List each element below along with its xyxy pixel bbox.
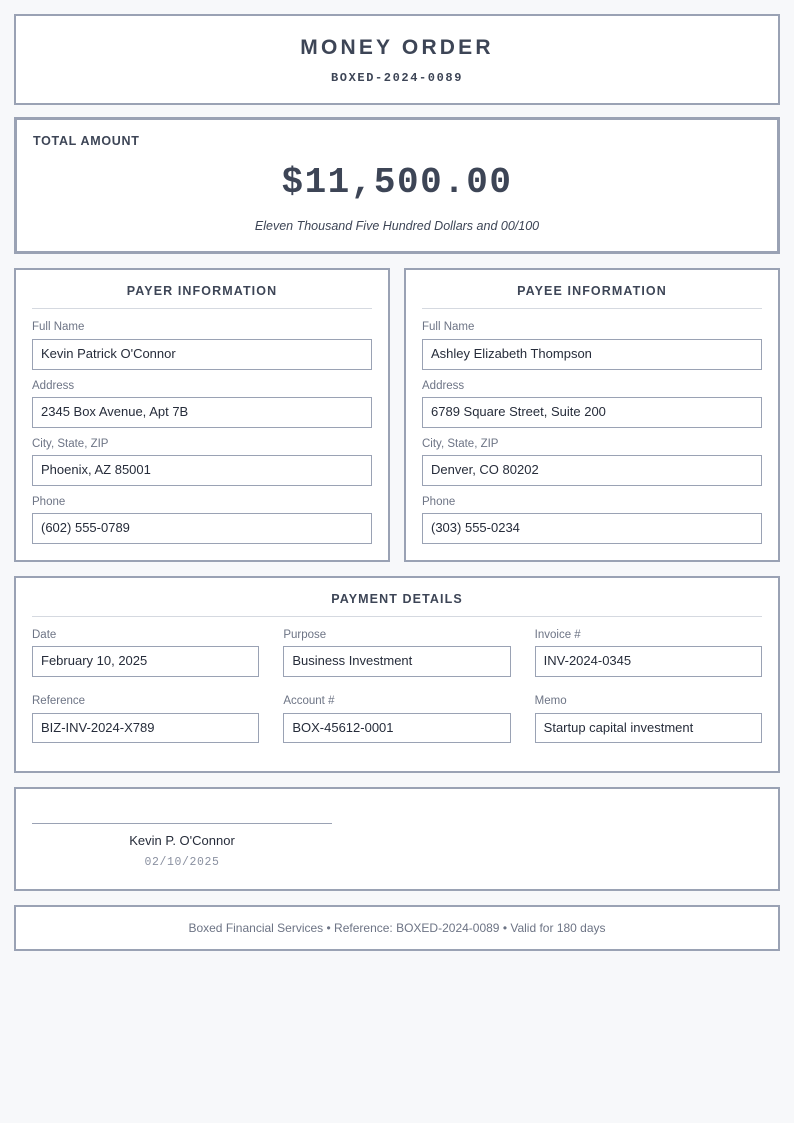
parties-row [14, 268, 780, 561]
payer-phone-input[interactable]: (602) 555-0789 [32, 513, 372, 543]
payment-field-date [32, 629, 259, 677]
payee-information-panel [404, 268, 780, 561]
total-amount-value: $11,500.00 [281, 162, 513, 204]
document-header [14, 14, 780, 105]
field-label: Full Name [32, 321, 85, 334]
payment-details-section-title: PAYMENT DETAILS [32, 592, 762, 617]
field-label: Address [422, 379, 465, 392]
payment-field-purpose [283, 629, 510, 677]
total-amount-panel [14, 117, 780, 254]
payment-date-input[interactable]: February 10, 2025 [32, 646, 259, 676]
payee-section-title: PAYEE INFORMATION [422, 284, 762, 309]
payment-details-panel [14, 576, 780, 773]
payment-field-reference [32, 695, 259, 743]
payment-field-memo [535, 695, 762, 753]
payer-section-title: PAYER INFORMATION [32, 284, 372, 309]
field-label: Memo [534, 694, 567, 707]
payer-information-panel [14, 268, 390, 561]
payee-phone-input[interactable]: (303) 555-0234 [422, 513, 762, 543]
payer-field-address [32, 380, 372, 428]
payment-memo-input[interactable]: Startup capital investment [535, 713, 762, 743]
field-label: Reference [32, 694, 86, 707]
payment-reference-input[interactable]: BIZ-INV-2024-X789 [32, 713, 259, 743]
field-label: Phone [32, 495, 66, 508]
field-label: City, State, ZIP [422, 437, 499, 450]
payment-purpose-input[interactable]: Business Investment [283, 646, 510, 676]
payee-field-phone [422, 496, 762, 544]
total-amount-in-words: Eleven Thousand Five Hundred Dollars and 00/100 [254, 219, 540, 234]
signature-name: Kevin P. O'Connor [129, 832, 235, 848]
payer-address-input[interactable]: 2345 Box Avenue, Apt 7B [32, 397, 372, 427]
payer-city-state-zip-input[interactable]: Phoenix, AZ 85001 [32, 455, 372, 485]
total-amount-label: TOTAL AMOUNT [33, 134, 140, 149]
payee-field-full-name [422, 321, 762, 369]
payer-full-name-input[interactable]: Kevin Patrick O'Connor [32, 339, 372, 369]
payer-field-city-state-zip [32, 438, 372, 486]
payee-field-city-state-zip [422, 438, 762, 486]
payment-account-number-input[interactable]: BOX-45612-0001 [283, 713, 510, 743]
payment-field-invoice-number [535, 629, 762, 677]
page-title: MONEY ORDER [300, 36, 494, 59]
signature-block [32, 823, 332, 869]
payment-field-account-number [283, 695, 510, 743]
field-label: City, State, ZIP [32, 437, 109, 450]
field-label: Purpose [283, 628, 327, 641]
signature-date: 02/10/2025 [144, 855, 220, 869]
payee-full-name-input[interactable]: Ashley Elizabeth Thompson [422, 339, 762, 369]
payee-city-state-zip-input[interactable]: Denver, CO 80202 [422, 455, 762, 485]
field-label: Account # [283, 694, 335, 707]
field-label: Phone [422, 495, 456, 508]
signature-panel [14, 787, 780, 891]
field-label: Address [32, 379, 75, 392]
payee-address-input[interactable]: 6789 Square Street, Suite 200 [422, 397, 762, 427]
document-footer [14, 905, 780, 951]
payment-invoice-number-input[interactable]: INV-2024-0345 [535, 646, 762, 676]
payer-field-phone [32, 496, 372, 544]
payee-field-address [422, 380, 762, 428]
payment-details-grid [32, 629, 762, 753]
payer-field-full-name [32, 321, 372, 369]
signature-line[interactable] [32, 823, 332, 824]
field-label: Date [32, 628, 57, 641]
footer-text: Boxed Financial Services • Reference: BOXED-2024-0089 • Valid for 180 days [188, 920, 606, 935]
field-label: Full Name [422, 321, 475, 334]
field-label: Invoice # [534, 628, 581, 641]
document-reference-number: BOXED-2024-0089 [330, 71, 464, 86]
